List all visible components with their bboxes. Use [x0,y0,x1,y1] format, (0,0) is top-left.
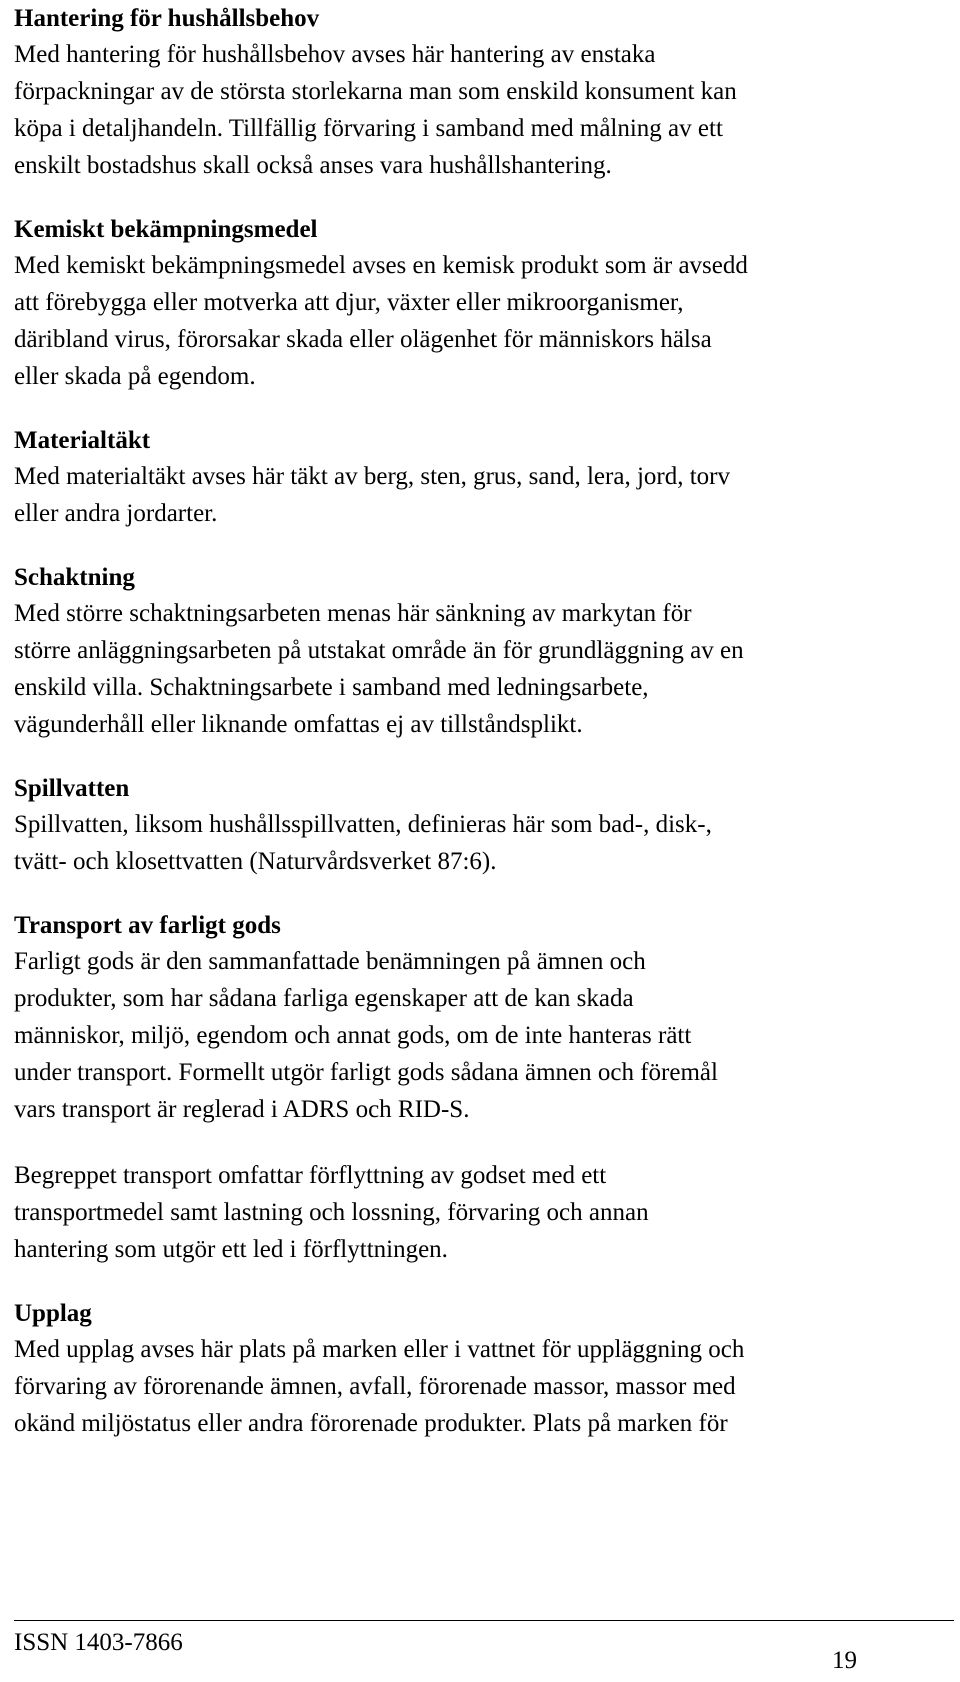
paragraph-line: Begreppet transport omfattar förflyttning av godset med ett [14,1162,607,1189]
section-upplag [14,1297,954,1442]
section-paragraph [14,1157,954,1268]
paragraph-line: enskilt bostadshus skall också anses vara hushållshantering. [14,152,612,179]
paragraph-line: okänd miljöstatus eller andra förorenade produkter. Plats på marken för [14,1410,728,1437]
paragraph-line: hantering som utgör ett led i förflyttningen. [14,1236,448,1263]
paragraph-line: eller skada på egendom. [14,363,256,390]
section-heading: Transport av farligt gods [14,912,281,939]
paragraph-line: Med upplag avses här plats på marken eller i vattnet för uppläggning och [14,1336,745,1363]
section-paragraph [14,36,954,184]
section-paragraph [14,943,954,1128]
section-paragraph [14,1331,954,1442]
section-paragraph [14,595,954,743]
paragraph-line: under transport. Formellt utgör farligt gods sådana ämnen och föremål [14,1059,718,1086]
paragraph-line: Med kemiskt bekämpningsmedel avses en kemisk produkt som är avsedd [14,252,748,279]
section-transport-continued [14,1157,954,1268]
paragraph-line: förvaring av förorenande ämnen, avfall, förorenade massor, massor med [14,1373,736,1400]
paragraph-line: enskild villa. Schaktningsarbete i samband med ledningsarbete, [14,674,649,701]
paragraph-line: att förebygga eller motverka att djur, växter eller mikroorganismer, [14,289,684,316]
section-heading: Spillvatten [14,775,130,802]
section-kemiskt [14,213,954,395]
paragraph-line: tvätt- och klosettvatten (Naturvårdsverket 87:6). [14,848,497,875]
paragraph-line: vars transport är reglerad i ADRS och RID-S. [14,1096,470,1123]
page-number: 19 [832,1647,857,1674]
paragraph-line: Med hantering för hushållsbehov avses här hantering av enstaka [14,41,656,68]
section-heading: Schaktning [14,564,135,591]
section-paragraph [14,458,954,532]
section-schaktning [14,561,954,743]
paragraph-line: människor, miljö, egendom och annat gods, om de inte hanteras rätt [14,1022,692,1049]
paragraph-line: transportmedel samt lastning och lossning, förvaring och annan [14,1199,649,1226]
paragraph-line: köpa i detaljhandeln. Tillfällig förvaring i samband med målning av ett [14,115,723,142]
paragraph-line: Spillvatten, liksom hushållsspillvatten, definieras här som bad-, disk-, [14,811,712,838]
paragraph-line: Med materialtäkt avses här täkt av berg, sten, grus, sand, lera, jord, torv [14,463,730,490]
paragraph-line: vägunderhåll eller liknande omfattas ej av tillståndsplikt. [14,711,583,738]
section-spillvatten [14,772,954,880]
section-transport [14,909,954,1128]
paragraph-line: förpackningar av de största storlekarna man som enskild konsument kan [14,78,737,105]
document-body [14,2,954,1471]
section-materialtakt [14,424,954,532]
section-heading: Kemiskt bekämpningsmedel [14,216,318,243]
paragraph-line: däribland virus, förorsakar skada eller olägenhet för människors hälsa [14,326,712,353]
paragraph-line: eller andra jordarter. [14,500,218,527]
paragraph-line: större anläggningsarbeten på utstakat område än för grundläggning av en [14,637,744,664]
section-paragraph [14,247,954,395]
paragraph-line: Farligt gods är den sammanfattade benämningen på ämnen och [14,948,646,975]
section-heading: Upplag [14,1300,92,1327]
section-paragraph [14,806,954,880]
paragraph-line: Med större schaktningsarbeten menas här sänkning av markytan för [14,600,692,627]
section-heading: Hantering för hushållsbehov [14,5,320,32]
section-hantering [14,2,954,184]
paragraph-line: produkter, som har sådana farliga egenskaper att de kan skada [14,985,634,1012]
footer-issn: ISSN 1403-7866 [14,1629,183,1656]
section-heading: Materialtäkt [14,427,151,454]
footer-divider [14,1620,954,1621]
